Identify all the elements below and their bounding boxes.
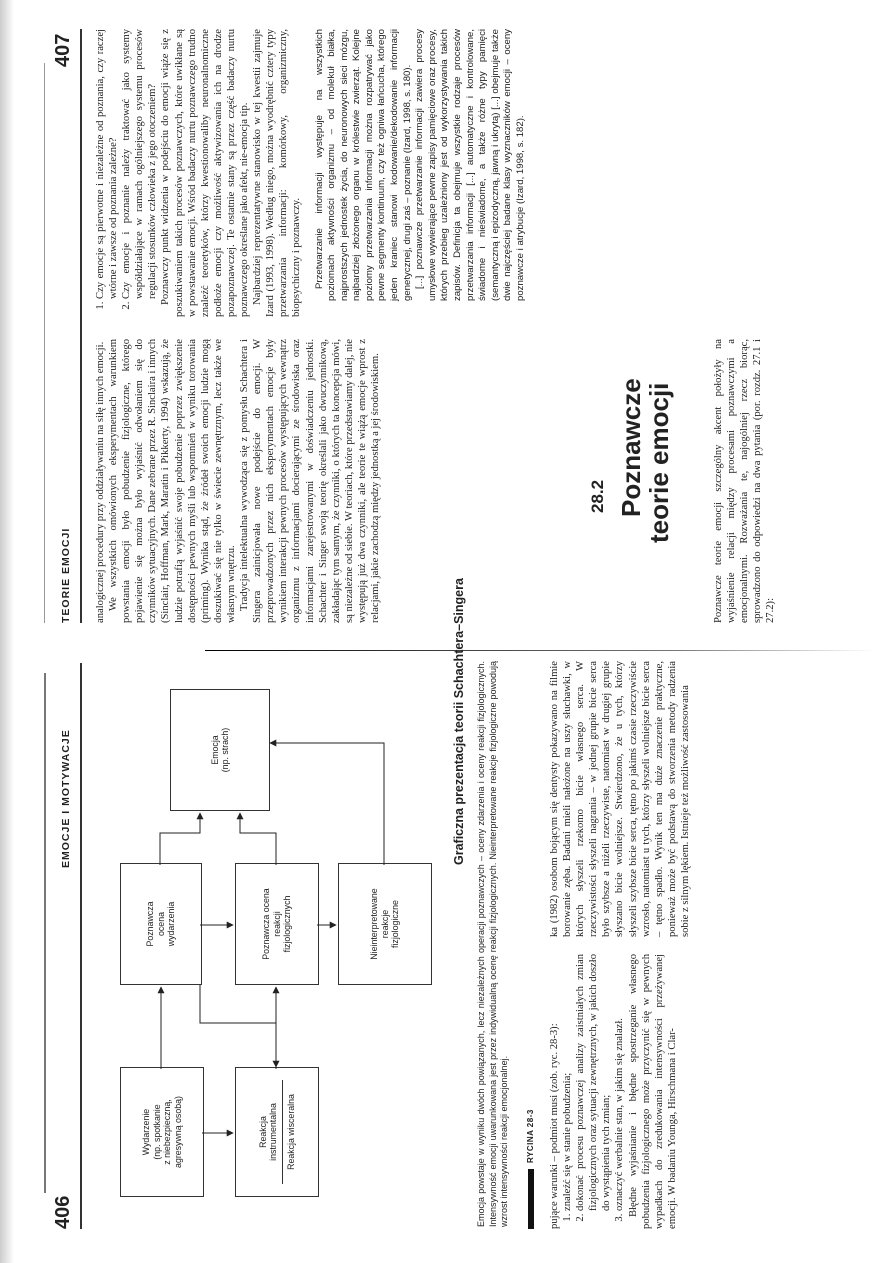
box-emotion: Emocja (np. strach) <box>170 689 270 811</box>
header-rule-right <box>80 29 82 623</box>
quote-1: Przetwarzanie informacji występuje na wszystkich poziomach aktywności organizmu – od molekuł białka, najprostszych jednostek życia, do neuronowych sieci mózgu, najbardziej złożonego organu w królestwie zwierząt. Kolejne poziomy przetwarzania informacji można rozpatrywać jako pewne segmenty kontinuum, czy też ogniwa łańcucha, którego jeden kraniec stanowi kodowanie/dekodowanie informacji genetycznej, drugi zaś – poznanie (Izard, 1998, s. 180). <box>313 29 413 301</box>
col1-intro: pujące warunki – podmiot musi (zob. ryc. 28-3): <box>549 1023 560 1229</box>
quote-block <box>314 29 528 301</box>
right-page-section-intro <box>712 339 777 623</box>
rp-col1-p4: Poznawcze teorie emocji szczególny akcent położyły na wyjaśnienie relacji między procesami poznawczymi a emocjonalnymi. Rozważania te, najogólniej rzecz biorąc, sprowadzono do odpowiedzi na dwa pytania (por. rozdz. 27.1 i 27.2): <box>713 339 777 623</box>
list-item: 2. Czy emocje i poznanie należy traktować jako systemy współdziałające w ramach ogólniejszego systemu procesów regulacji stosunków człowieka z jego otoczeniem? <box>120 29 159 299</box>
left-page-column-1 <box>548 954 679 1229</box>
box-uninterpreted: Nieinterpretowane reakcje fizjologiczne <box>338 863 432 985</box>
scan-rule-right <box>44 63 45 623</box>
quote-2: [...] poznawcze przetwarzanie informacji zawiera procesy umysłowe wywierające pewne zapisy pamięciowe oraz procesy, których przebieg uzależniony jest od wykorzystywania takich zapisów. Definicja ta obejmuje wszystkie rodzaje procesów przetwarzania informacji [...] automatyczne i kontrolowane, świadome i nieświadome, a także różne typy pamięci (semantyczną i epizodyczną, jawną i ukrytą) [...] obejmuje także dwie najczęściej badane klasy wyznaczników emocji – oceny poznawcze i atrybucje (Izard, 1998, s. 182). <box>414 29 526 301</box>
list-item: 1. znaleźć się w stanie pobudzenia; <box>561 954 574 1211</box>
list-item: 1. Czy emocje są pierwotne i niezależne od poznania, czy raczej wtórne i zawsze od poznania zależne? <box>94 29 120 299</box>
arrow-appraisal-to-emotion <box>160 813 200 865</box>
box-reaction: Reakcja instrumentalna Reakcja wisceralna <box>235 1067 319 1197</box>
running-head-right: TEORIE EMOCJI <box>60 527 72 623</box>
conditions-list <box>561 954 626 1229</box>
figure-title: Graficzna prezentacja teorii Schachtera–Singera <box>452 578 466 865</box>
rp-col1-p3: Tradycja intelektualna wywodząca się z pomysłu Schachtera i Singera zainicjowała nowe podejście do emocji. W przeprowadzonych przez nich eksperymentach emocje były wynikiem interakcji pewnych procesów występujących wewnątrz organizmu z informacjami docierającymi ze środowiska oraz informacjami zarejestrowanymi w doświadczeniu jednostki. Schachter i Singer swoją teorię określali jako dwuczynnikową, zakładając tym samym, że czynniki, o których ta koncepcja mówi, są niezależne od siebie. W teoriach, które przedstawiamy dalej, nie występują już dwa czynniki, ale teorie te wiążą emocje wprost z relacjami, jakie zachodzą między jednostką a jej środowiskiem. <box>239 339 381 623</box>
box-appraisal-event: Poznawcza ocena wydarzenia <box>120 863 202 985</box>
running-head-left: EMOCJE I MOTYWACJE <box>60 729 72 868</box>
rp-col2-p1: Poznawczy punkt widzenia w podejściu do emocji wiąże się z poszukiwaniem takich procesów poznawczych, które uwikłane są w powstawanie emocji. Wśród badaczy nurtu poznawczego trudno znaleźć teoretyków, którzy kwestionowaliby neuronalnomiczne podłoże emocji czy możliwość aktywizowania ich na drodze pozapoznawczej. Te ostatnie stany są przez część badaczy nurtu poznawczego określane jako afekt, nie-emocja tip. <box>160 29 251 317</box>
box-appraisal-physio: Poznawcza ocena reakcji fizjologicznych <box>235 863 319 985</box>
section-title-line-1: Poznawcze <box>616 378 646 517</box>
col2-para: ka (1982) osobom bojącym się dentysty pokazywano na filmie borowanie zęba. Badani mieli nałożone na uszy słuchawki, w których słyszeli rzekomo bicie własnego serca. W rzeczywistości słyszeli nagrania – w jednej grupie bicie serca było szybsze a niżeli rzeczywiste, natomiast w drugiej grupie słyszano bicie wolniejsze. Stwierdzono, że u tych, którzy słyszeli szybsze bicie serca, tętno po jakimś czasie rzeczywiście wzrosło, natomiast u tych, którzy słyszeli wolniejsze bicie serca – tętno spadło. Wynik ten ma duże znaczenie praktyczne, ponieważ może być podstawą do stworzenia metody radzenia sobie z silnym lękiem. Istnieje też możliwość zastosowania <box>549 661 691 937</box>
questions-list <box>94 29 159 317</box>
left-page-column-2 <box>548 661 692 937</box>
arrow-uninterpreted-to-emotion <box>270 743 384 865</box>
rp-col1-p2: We wszystkich omówionych eksperymentach warunkiem powstania emocji było pobudzenie fizjologiczne, którego pojawienie się można było wyjaśnić odwołaniem się do czynników sytuacyjnych. Dane zebrane przez R. Sinclaira i innych (Sinclair, Hoffman, Mark, Maratin i Pikkerty, 1994) wskazują, że ludzie potrafią wyjaśnić swoje pobudzenie poprzez zwiększenie dostępności pewnych myśli lub wspomnień w wyniku torowania (priming). Wynika stąd, że źródeł swoich emocji ludzie mogą doszukiwać się nie tylko w świecie zewnętrznym, lecz także we własnym wnętrzu. <box>108 339 237 623</box>
section-number: 28.2 <box>588 479 607 513</box>
page-number-left: 406 <box>52 1195 74 1229</box>
figure-caption: Emocja powstaje w wyniku dwóch powiązanych, lecz niezależnych operacji poznawczych – oceny zdarzenia i oceny reakcji fizjologicznych. Intensywność emocji uwarunkowana jest przez indywidualną ocenę reakcji fizjologicznych. Nieinterpretowane reakcje fizjologiczne powodują wzrost intensywności reakcji emocjonalnej. <box>476 661 509 1227</box>
diagram-arrows <box>0 651 893 1263</box>
arrow-appraisal-to-reaction <box>200 985 276 1067</box>
page-number-right: 407 <box>52 33 74 67</box>
arrow-physio-to-emotion <box>240 813 276 865</box>
col1-para: Błędne wyjaśnianie i błędne spostrzeganie własnego pobudzenia fizjologicznego może przyczynić się w pewnych wypadkach do zredukowania intensywności przeżywanej emocji. W badaniu Younga, Hirschmana i Clar- <box>627 954 678 1229</box>
figure-label: RYCINA 28-3 <box>526 1109 535 1163</box>
right-page-column-2 <box>94 29 528 317</box>
right-page-column-1 <box>94 339 382 623</box>
rp-col1-p1: analogicznej procedury przy oddziaływaniu na siłę innych emocji. <box>95 341 106 623</box>
figure-label-bar <box>528 1169 534 1229</box>
list-item: 3. oznaczyć werbalnie stan, w jakim się znalazł. <box>613 954 626 1211</box>
list-item: 2. dokonać procesu poznawczej analizy zaistniałych zmian fizjologicznych oraz sytuacji zewnętrznych, w jakich doszło do wystąpienia tych zmian; <box>574 954 613 1211</box>
rp-col2-p2: Najbardziej reprezentatywne stanowisko w tej kwestii zajmuje Izard (1993, 1998). Według niego, można wyodrębnić cztery typy przetwarzania informacji: komórkowy, organizmiczny, biopsychiczny i poznawczy. <box>252 29 303 317</box>
section-title-line-2: teorie emocji <box>644 382 674 543</box>
box-event: Wydarzenie (np. spotkanie z niebezpieczną, agresywną osobą) <box>120 1067 204 1197</box>
